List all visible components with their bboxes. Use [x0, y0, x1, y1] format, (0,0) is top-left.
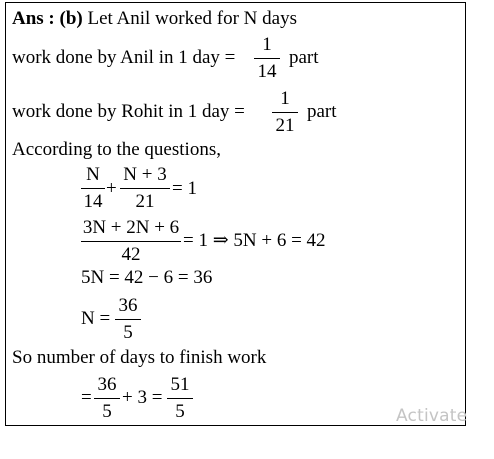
- fraction-denominator: 14: [83, 191, 103, 213]
- part-label: part: [307, 101, 337, 122]
- answer-intro: Let Anil worked for N days: [82, 8, 297, 29]
- eq1-fraction-1: [81, 164, 105, 213]
- fraction-denominator: 14: [257, 61, 277, 83]
- fraction-numerator: 36: [118, 295, 138, 316]
- fraction-numerator: N: [86, 164, 100, 185]
- fraction-denominator: 5: [102, 401, 112, 423]
- rohit-rate-text: work done by Rohit in 1 day =: [12, 101, 245, 122]
- eq1-plus: +: [106, 178, 117, 199]
- answer-prefix: Ans : (b): [12, 8, 83, 29]
- activate-watermark: Activate: [396, 406, 468, 426]
- eq1-rhs: = 1: [172, 178, 197, 199]
- fraction-denominator: 5: [175, 401, 185, 423]
- fraction-numerator: 1: [280, 88, 290, 109]
- fraction-numerator: 1: [262, 34, 272, 55]
- eq1-fraction-2: [120, 164, 170, 213]
- rohit-rate-fraction: [272, 88, 298, 137]
- eq5-fraction-1: [94, 374, 120, 423]
- anil-rate-text: work done by Anil in 1 day =: [12, 47, 236, 68]
- eq4-lhs: N =: [81, 308, 111, 329]
- fraction-denominator: 5: [123, 322, 133, 344]
- fraction-numerator: 3N + 2N + 6: [82, 217, 180, 238]
- fraction-denominator: 42: [121, 244, 141, 266]
- according-line: According to the questions,: [12, 139, 221, 160]
- eq2-rhs: = 1 ⇒ 5N + 6 = 42: [183, 230, 326, 251]
- eq5-equals: =: [81, 387, 92, 408]
- anil-rate-fraction: [254, 34, 280, 83]
- eq2-fraction: [81, 217, 181, 266]
- fraction-numerator: N + 3: [123, 164, 167, 185]
- part-label: part: [289, 47, 319, 68]
- fraction-numerator: 36: [97, 374, 117, 395]
- eq5-mid: + 3 =: [122, 387, 163, 408]
- fraction-numerator: 51: [170, 374, 190, 395]
- conclusion-line: So number of days to finish work: [12, 347, 267, 368]
- eq5-fraction-2: [167, 374, 193, 423]
- eq4-fraction: [115, 295, 141, 344]
- eq3-line: 5N = 42 − 6 = 36: [81, 267, 213, 288]
- fraction-denominator: 21: [135, 191, 155, 213]
- fraction-denominator: 21: [275, 115, 295, 137]
- answer-line: [12, 8, 297, 30]
